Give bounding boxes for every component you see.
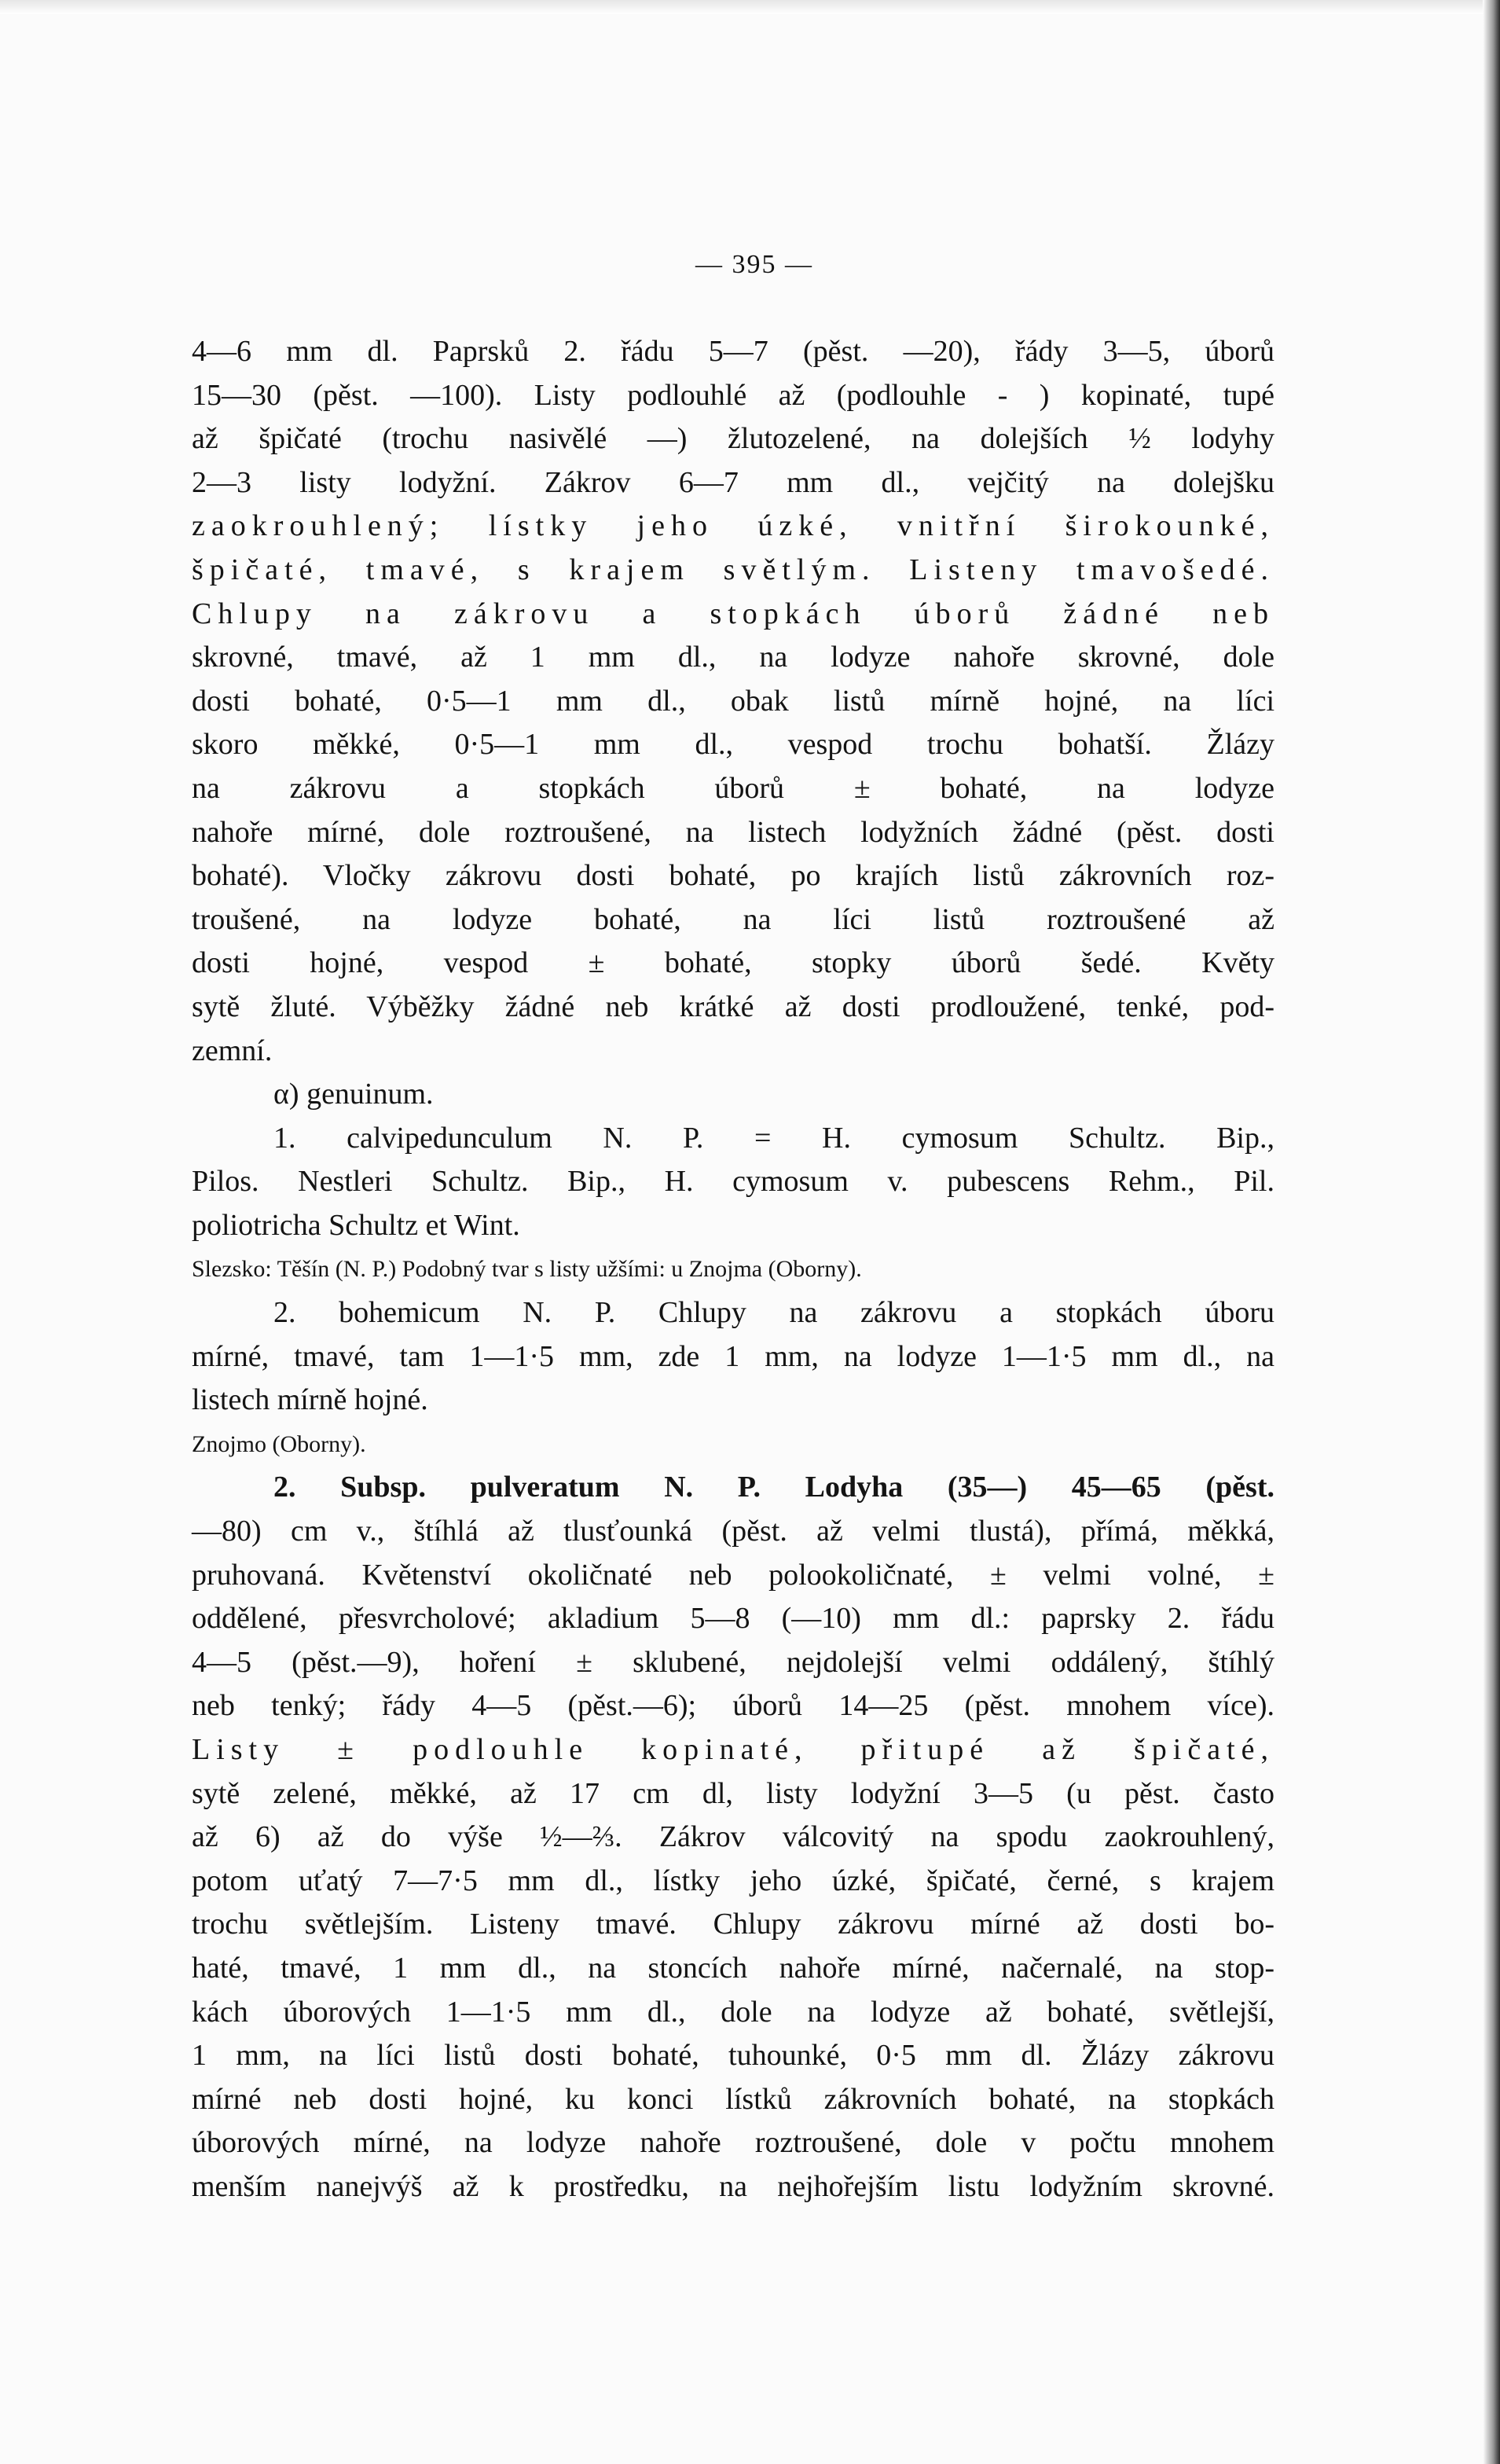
text-line: potom uťatý 7—7·5 mm dl., lístky jeho úzké, špičaté, černé, s krajem (192, 1864, 1274, 1897)
text-line: Pilos. Nestleri Schultz. Bip., H. cymosum v. pubescens Rehm., Pil. (192, 1165, 1274, 1199)
scan-edge-top (0, 0, 1500, 14)
text-line: menším nanejvýš až k prostředku, na nejhořejším listu lodyžním skrovné. (192, 2169, 1274, 2203)
text-line: Chlupy na zákrovu a stopkách úborů žádné neb (192, 597, 1274, 630)
text-line: zemní. (192, 1034, 273, 1067)
text-line: na zákrovu a stopkách úborů ± bohaté, na lodyze (192, 771, 1274, 805)
text-line: skrovné, tmavé, až 1 mm dl., na lodyze nahoře skrovné, dole (192, 641, 1274, 674)
locality-note: Znojmo (Oborny). (192, 1430, 366, 1457)
text-line: 4—5 (pěst.—9), hoření ± sklubené, nejdolejší velmi oddálený, štíhlý (192, 1645, 1274, 1679)
text-line: sytě žluté. Výběžky žádné neb krátké až dosti prodloužené, tenké, pod- (192, 990, 1274, 1023)
text-line: kách úborových 1—1·5 mm dl., dole na lodyze až bohaté, světlejší, (192, 1995, 1274, 2029)
section-heading: α) genuinum. (273, 1078, 434, 1111)
text-line: oddělené, přesvrcholové; akladium 5—8 (—10) mm dl.: paprsky 2. řádu (192, 1602, 1274, 1636)
page-number: — 395 — (695, 250, 813, 279)
variety-heading: 1. calvipedunculum N. P. = H. cymosum Schultz. Bip., (273, 1121, 1274, 1155)
text-line: mírné neb dosti hojné, ku konci lístků zákrovních bohaté, na stopkách (192, 2082, 1274, 2116)
text-line: troušené, na lodyze bohaté, na líci listů roztroušené až (192, 902, 1274, 936)
text-line: 1 mm, na líci listů dosti bohaté, tuhounké, 0·5 mm dl. Žlázy zákrovu (192, 2039, 1274, 2073)
text-line: úborových mírné, na lodyze nahoře roztroušené, dole v počtu mnohem (192, 2126, 1274, 2160)
text-line: špičaté, tmavé, s krajem světlým. Listeny tmavošedé. (192, 553, 1274, 586)
text-line: skoro měkké, 0·5—1 mm dl., vespod trochu bohatší. Žlázy (192, 728, 1274, 762)
text-line: sytě zelené, měkké, až 17 cm dl, listy lodyžní 3—5 (u pěst. často (192, 1776, 1274, 1810)
text-line: až 6) až do výše ½—⅔. Zákrov válcovitý na spodu zaokrouhlený, (192, 1820, 1274, 1854)
text-line: trochu světlejším. Listeny tmavé. Chlupy zákrovu mírné až dosti bo- (192, 1908, 1274, 1941)
text-line: poliotricha Schultz et Wint. (192, 1208, 520, 1242)
text-line: neb tenký; řády 4—5 (pěst.—6); úborů 14—25 (pěst. mnohem více). (192, 1689, 1274, 1723)
text-line: bohaté). Vločky zákrovu dosti bohaté, po krajích listů zákrovních roz- (192, 859, 1274, 893)
text-line: 2—3 listy lodyžní. Zákrov 6—7 mm dl., vejčitý na dolejšku (192, 465, 1274, 499)
text-line: zaokrouhlený; lístky jeho úzké, vnitřní širokounké, (192, 509, 1274, 543)
text-line: listech mírně hojné. (192, 1383, 428, 1417)
text-line: dosti hojné, vespod ± bohaté, stopky úborů šedé. Květy (192, 946, 1274, 980)
text-line: 4—6 mm dl. Paprsků 2. řádu 5—7 (pěst. —20), řády 3—5, úborů (192, 335, 1274, 368)
text-line: —80) cm v., štíhlá až tlusťounká (pěst. až velmi tlustá), přímá, měkká, (192, 1515, 1274, 1548)
subspecies-heading: 2. Subsp. pulveratum N. P. Lodyha (35—) 45—65 (pěst. (273, 1471, 1274, 1504)
variety-heading: 2. bohemicum N. P. Chlupy na zákrovu a stopkách úboru (273, 1296, 1274, 1330)
text-line: dosti bohaté, 0·5—1 mm dl., obak listů mírně hojné, na líci (192, 684, 1274, 718)
text-line: Listy ± podlouhle kopinaté, přitupé až špičaté, (192, 1733, 1274, 1766)
text-line: haté, tmavé, 1 mm dl., na stoncích nahoře mírné, načernalé, na stop- (192, 1951, 1274, 1985)
text-line: nahoře mírné, dole roztroušené, na listech lodyžních žádné (pěst. dosti (192, 815, 1274, 849)
body-text (192, 330, 1274, 2209)
locality-note: Slezsko: Těšín (N. P.) Podobný tvar s listy užšími: u Znojma (Oborny). (192, 1256, 862, 1283)
scan-edge-right (1483, 0, 1500, 2464)
text-line: 15—30 (pěst. —100). Listy podlouhlé až (podlouhle - ) kopinaté, tupé (192, 378, 1274, 412)
text-line: mírné, tmavé, tam 1—1·5 mm, zde 1 mm, na lodyze 1—1·5 mm dl., na (192, 1339, 1274, 1373)
text-line: pruhovaná. Květenství okoličnaté neb polookoličnaté, ± velmi volné, ± (192, 1558, 1274, 1592)
text-line: až špičaté (trochu nasivělé —) žlutozelené, na dolejších ½ lodyhy (192, 422, 1274, 456)
